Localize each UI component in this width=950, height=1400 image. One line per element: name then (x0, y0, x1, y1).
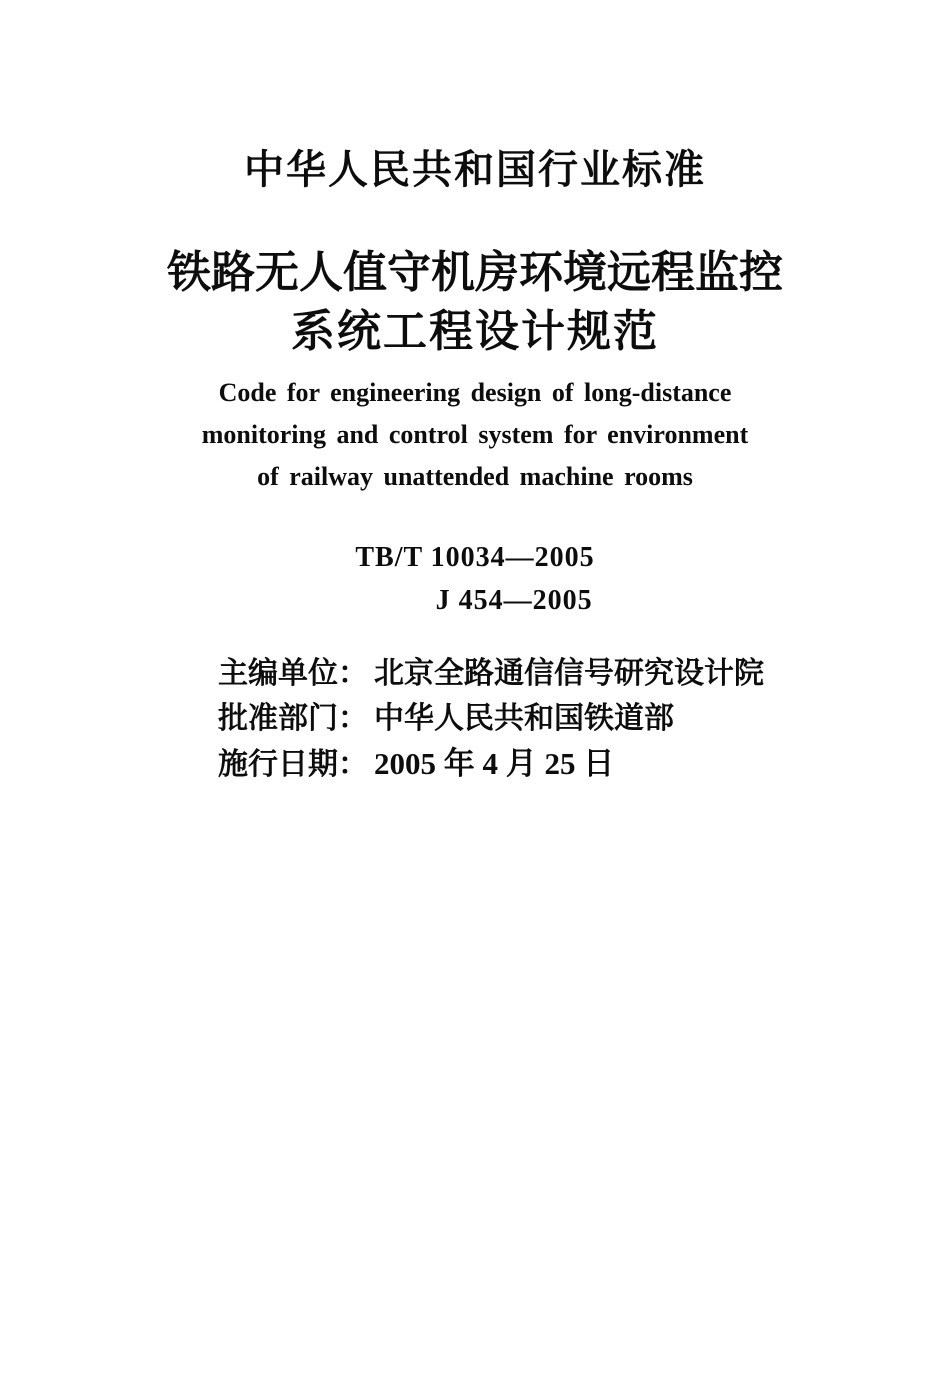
title-line-1: 铁路无人值守机房环境远程监控 (167, 248, 783, 297)
chief-editor-label: 主编单位： (218, 657, 368, 690)
standard-number: TB/T 10034—2005 (355, 542, 595, 573)
english-title (0, 372, 950, 498)
category-heading: 中华人民共和国行业标准 (244, 148, 706, 192)
standard-number-block (355, 536, 594, 622)
archive-number: J 454—2005 (435, 585, 593, 616)
approval-dept-label: 批准部门： (218, 702, 368, 735)
chief-editor-value: 北京全路通信信号研究设计院 (374, 657, 764, 690)
title-line-2: 系统工程设计规范 (291, 307, 659, 356)
effective-date-label: 施行日期： (218, 748, 368, 781)
english-title-line-2: monitoring and control system for environment (201, 420, 749, 449)
metadata-row-approval-dept (218, 697, 764, 741)
english-title-line-1: Code for engineering design of long-distance (218, 378, 732, 407)
document-title (0, 243, 950, 361)
approval-dept-value: 中华人民共和国铁道部 (374, 702, 674, 735)
english-title-line-3: of railway unattended machine rooms (257, 462, 693, 491)
metadata-row-effective-date (218, 742, 764, 787)
effective-date-value: 2005 年 4 月 25 日 (374, 746, 615, 781)
metadata-block (218, 652, 764, 787)
metadata-row-chief-editor (218, 652, 764, 696)
